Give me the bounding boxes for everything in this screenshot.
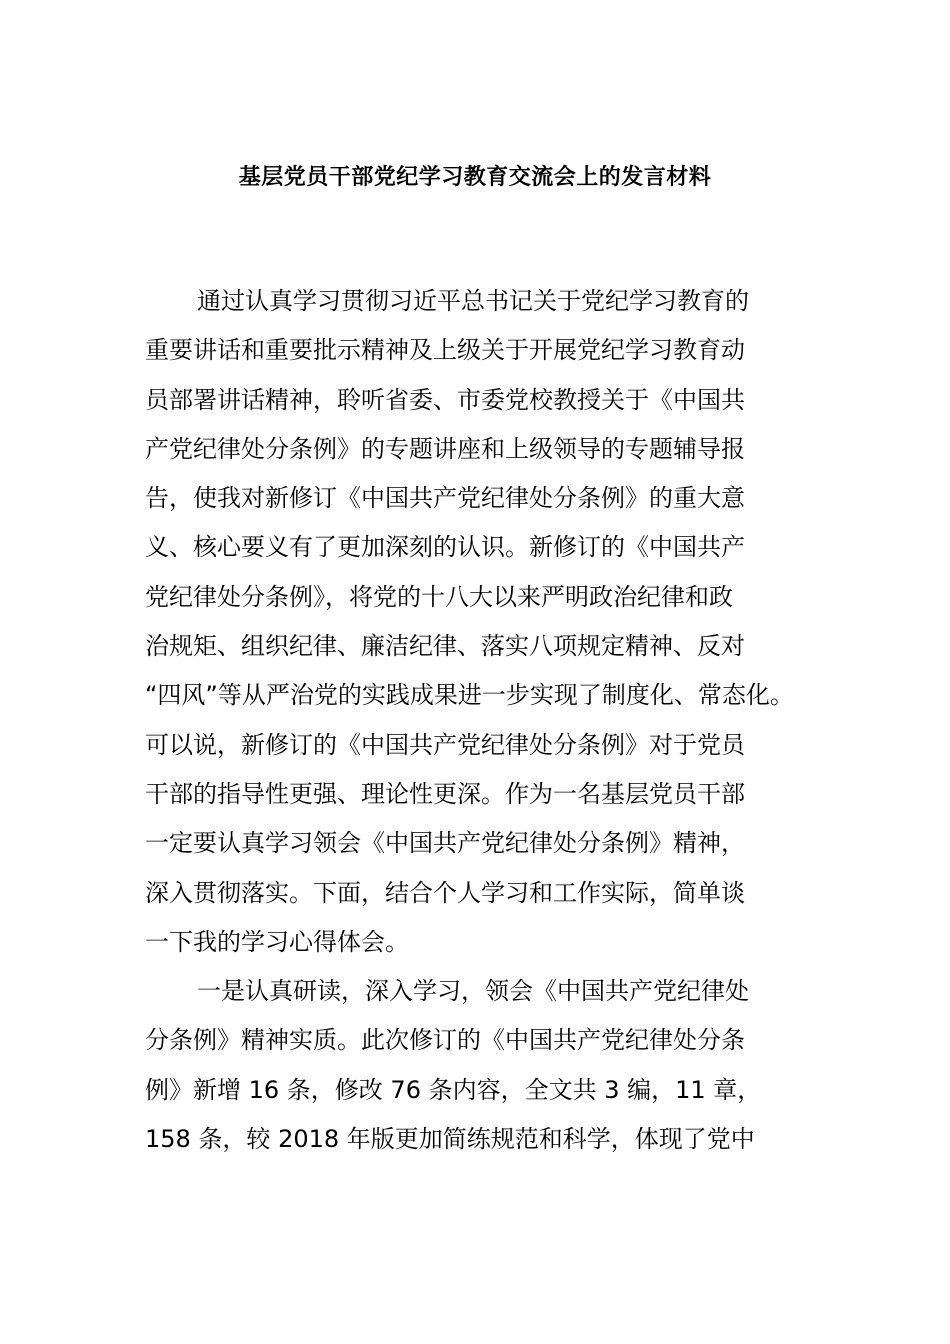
text-line: 一定要认真学习领会《中国共产党纪律处分条例》精神， (145, 829, 745, 858)
text-line: 一是认真研读，深入学习，领会《中国共产党纪律处 (197, 977, 749, 1006)
document-title: 基层党员干部党纪学习教育交流会上的发言材料 (238, 165, 712, 190)
paragraph (145, 285, 845, 975)
text-line: 员部署讲话精神，聆听省委、市委党校教授关于《中国共 (145, 385, 745, 414)
text-line: 可以说，新修订的《中国共产党纪律处分条例》对于党员 (145, 730, 745, 759)
text-line: 一下我的学习心得体会。 (145, 927, 409, 956)
text-line: “四风”等从严治党的实践成果进一步实现了制度化、常态化。 (145, 681, 794, 710)
paragraph (145, 975, 845, 1172)
text-line: 158 条，较 2018 年版更加简练规范和科学，体现了党中 (145, 1125, 755, 1154)
text-line: 治规矩、组织纪律、廉洁纪律、落实八项规定精神、反对 (145, 632, 745, 661)
text-line: 例》新增 16 条，修改 76 条内容，全文共 3 编，11 章， (145, 1075, 762, 1104)
text-line: 重要讲话和重要批示精神及上级关于开展党纪学习教育动 (145, 336, 745, 365)
text-line: 干部的指导性更强、理论性更深。作为一名基层党员干部 (145, 779, 745, 808)
text-line: 义、核心要义有了更加深刻的认识。新修订的《中国共产 (145, 533, 745, 562)
text-line: 深入贯彻落实。下面，结合个人学习和工作实际，简单谈 (145, 878, 745, 907)
document-body (145, 285, 845, 1172)
text-line: 通过认真学习贯彻习近平总书记关于党纪学习教育的 (197, 287, 749, 315)
text-line: 党纪律处分条例》，将党的十八大以来严明政治纪律和政 (145, 582, 733, 611)
text-line: 产党纪律处分条例》的专题讲座和上级领导的专题辅导报 (145, 434, 745, 463)
text-line: 告，使我对新修订《中国共产党纪律处分条例》的重大意 (145, 484, 745, 513)
text-line: 分条例》精神实质。此次修订的《中国共产党纪律处分条 (145, 1026, 745, 1055)
